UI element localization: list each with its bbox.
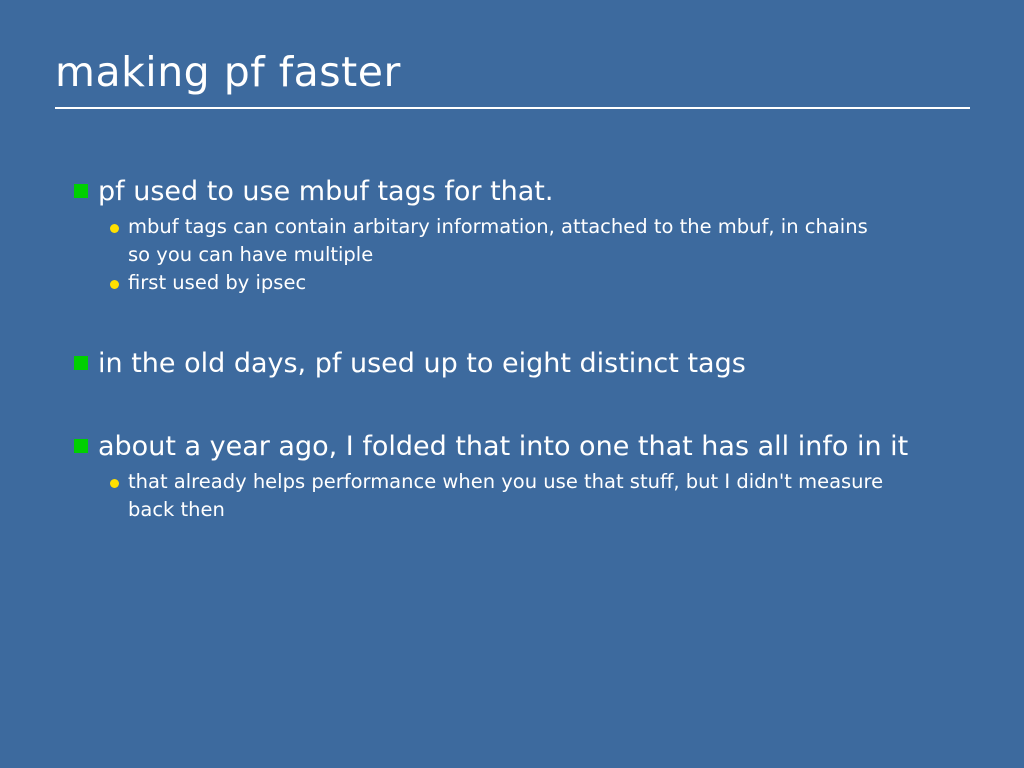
list-item bbox=[110, 213, 974, 268]
list-item bbox=[74, 172, 974, 211]
list-item-label: about a year ago, I folded that into one that has all info in it bbox=[98, 431, 909, 463]
title-divider bbox=[55, 107, 970, 109]
dot-bullet-icon bbox=[110, 224, 119, 233]
list-item-label: that already helps performance when you use that stuff, but I didn't measure back then bbox=[128, 470, 884, 522]
list-item-label: pf used to use mbuf tags for that. bbox=[98, 176, 554, 207]
list-item-label: first used by ipsec bbox=[128, 270, 307, 294]
square-bullet-icon bbox=[74, 184, 88, 198]
spacer bbox=[74, 296, 974, 344]
square-bullet-icon bbox=[74, 439, 88, 453]
list-item bbox=[110, 468, 974, 523]
title-area bbox=[55, 50, 970, 109]
list-item bbox=[74, 427, 974, 466]
list-item bbox=[110, 269, 974, 297]
dot-bullet-icon bbox=[110, 280, 119, 289]
bullet-group-1 bbox=[74, 172, 974, 296]
list-item-label: in the old days, pf used up to eight distinct tags bbox=[98, 348, 746, 380]
square-bullet-icon bbox=[74, 356, 88, 370]
bullet-group-3 bbox=[74, 427, 974, 524]
dot-bullet-icon bbox=[110, 479, 119, 488]
bullet-group-2 bbox=[74, 344, 974, 383]
list-item-label: mbuf tags can contain arbitary information, attached to the mbuf, in chains so you can have multiple bbox=[128, 215, 868, 266]
spacer bbox=[74, 385, 974, 427]
page-title: making pf faster bbox=[55, 48, 401, 96]
slide-body bbox=[74, 172, 974, 524]
list-item bbox=[74, 344, 974, 383]
